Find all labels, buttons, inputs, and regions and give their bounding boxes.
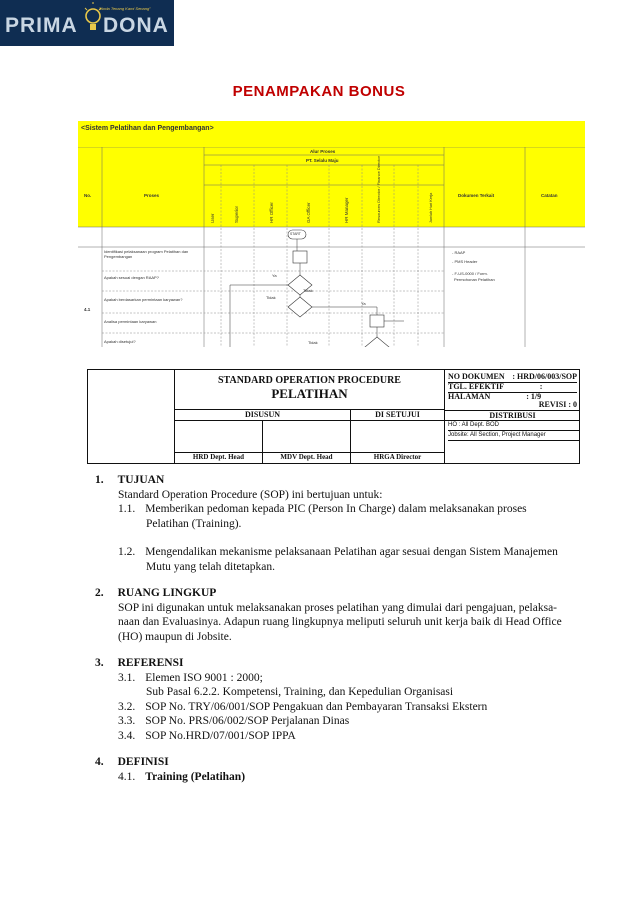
ref-3-2: SOP No. TRY/06/001/SOP Pengakuan dan Pembayaran Transaksi Ekstern [145,700,488,713]
sec2-line3: (HO) maupun di Jobsite. [118,630,232,643]
sec3-title: REFERENSI [117,657,184,669]
flowchart-title: <Sistem Pelatihan dan Pengembangan> [81,125,214,132]
doc-raap: - RAAP [452,250,466,255]
role-superior: Superior [234,205,239,223]
sec4-num: 4. [95,756,104,768]
role-ga-officer: GA Officer [306,202,311,223]
sign-mdv: MDV Dept. Head [263,453,351,463]
item-1-2-num: 1.2. [118,546,136,558]
no-dokumen-value: : HRD/06/003/SOP [512,372,577,381]
sec2-line2: naan dan Evaluasinya. Adapun ruang lingkupnya meliputi seluruh unit kerja baik di Head Office [118,616,562,628]
dist-ho: HO : All Dept. BOD [448,421,580,431]
company-header: PT. Selalu Maju [306,158,339,163]
step-sesuai-raap: Apakah sesuai dengan RAAP? [104,275,159,280]
disetujui-cell: DI SETUJUI [351,410,445,421]
ref-3-1-num: 3.1. [118,671,136,684]
logo-word-dona: DONA [103,14,169,37]
tgl-efektif-value: : [539,381,543,391]
label-ya-1: Ya [272,273,277,278]
tgl-efektif-label: TGL. EFEKTIF [448,381,504,391]
role-user: User [210,213,215,223]
alur-proses-header: Alur Proses [310,149,336,154]
sec1-intro: Standard Operation Procedure (SOP) ini bertujuan untuk: [118,488,383,501]
sop-body [95,473,580,784]
flowchart-image [78,121,585,347]
sec1-num: 1. [95,474,104,486]
item-1-2-line1: Mengendalikan mekanisme pelaksanaan Pelatihan agar sesuai dengan Sistem Manajemen [145,546,558,558]
revisi-value: REVISI : 0 [538,400,577,410]
row-number: 4.1 [84,307,91,312]
col-proses: Proses [144,193,160,198]
sop-header-table [87,369,580,464]
item-1-1-line1: Memberikan pedoman kepada PIC (Person In Charge) dalam melaksanakan proses [145,503,527,515]
signature-box-2 [263,421,351,453]
sec2-title: RUANG LINGKUP [117,587,217,599]
doc-meta-cell [445,370,580,410]
label-tidak-2: Tidak [266,295,276,300]
sec1-title: TUJUAN [117,474,165,486]
sec4-title: DEFINISI [117,756,169,768]
label-tidak-3: Tidak [308,340,318,345]
sign-hrga: HRGA Director [351,453,445,463]
signature-box-1 [175,421,263,453]
step-analisa: Analisa permintaan karyawan [104,319,157,324]
distribusi-list [445,421,580,463]
ref-3-1-line1: Elemen ISO 9001 : 2000; [145,671,263,684]
sec2-line1: SOP ini digunakan untuk melaksanakan proses pelatihan yang dimulai dari pengajuan, pelaksa- [118,601,558,614]
sop-title-line2: PELATIHAN [271,386,348,401]
role-director: Resources Director / Finance Director [376,156,381,223]
item-1-1-num: 1.1. [118,503,136,515]
distribusi-cell: DISTRIBUSI [445,410,580,421]
step-identifikasi: Identifikasi pelaksanaan program Pelatihan dan Pengembangan [104,249,189,259]
ref-3-1-line2: Sub Pasal 6.2.2. Kompetensi, Training, dan Kepedulian Organisasi [146,686,454,698]
ref-3-3: SOP No. PRS/06/002/SOP Perjalanan Dinas [145,715,350,727]
ref-3-4-num: 3.4. [118,729,136,742]
page-title: PENAMPAKAN BONUS [232,83,406,100]
col-dokumen: Dokumen Terkait [458,193,495,198]
doc-form: - F-US-0000 / Form. [452,271,488,276]
halaman-value: : 1/9 [526,391,542,401]
disusun-cell: DISUSUN [175,410,351,421]
sec3-num: 3. [95,657,104,669]
step-disetujui: Apakah disetujui? [104,339,136,344]
dist-jobsite: Jobsite: All Section, Project Manager [448,431,580,441]
step-permintaan: Apakah berdasarkan permintaan karyawan? [104,297,183,302]
item-1-2-line2: Mutu yang telah ditetapkan. [146,560,276,573]
col-catatan: Catatan [541,193,558,198]
sop-document-image [83,363,586,785]
role-hr-manager: HR Manager [344,197,349,223]
def-4-1-num: 4.1. [118,770,136,783]
ref-3-4: SOP No.HRD/07/001/SOP IPPA [145,729,296,742]
def-4-1: Training (Pelatihan) [145,770,246,783]
logo-cell [88,370,175,463]
role-hr-officer: HR Officer [269,202,274,223]
label-ya-2: Ya [361,301,366,306]
sop-title-line1: STANDARD OPERATION PROCEDURE [218,375,401,386]
ref-3-3-num: 3.3. [118,715,136,727]
col-no: No. [84,193,92,198]
primadona-logo [0,0,174,46]
item-1-1-line2: Pelatihan (Training). [146,517,242,530]
doc-pms: - PMS Header [452,259,478,264]
halaman-label: HALAMAN [448,391,491,401]
ref-3-2-num: 3.2. [118,700,136,713]
sign-hrd: HRD Dept. Head [175,453,263,463]
role-jumlah-hari: Jumlah Hari Kerja [429,192,433,223]
start-label: START [290,232,301,236]
label-tidak-1: Tidak [303,288,313,293]
doc-permohonan: Permohonan Pelatihan [454,277,495,282]
logo-tagline: "Anda Tenang Kami Senang" [99,6,151,11]
signature-box-3 [351,421,445,453]
flowchart-grid [78,147,585,347]
logo-word-prima: PRIMA [5,14,78,37]
sop-title-cell [175,370,445,410]
sec2-num: 2. [95,587,104,599]
no-dokumen-label: NO DOKUMEN [448,372,505,381]
